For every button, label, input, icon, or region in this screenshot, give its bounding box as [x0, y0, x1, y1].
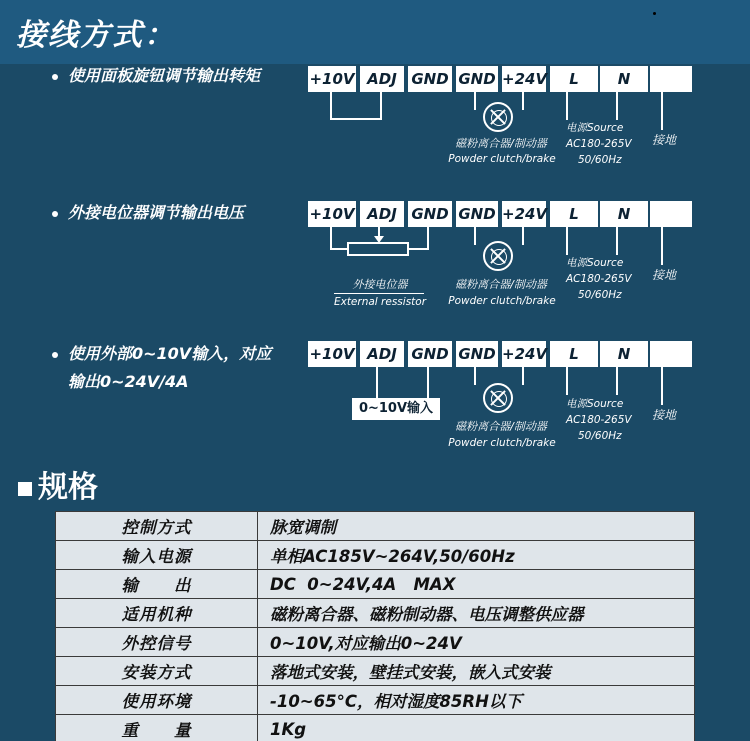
- source-voltage: AC180-265V: [566, 138, 632, 150]
- row-3-label-line2: 输出0~24V/4A: [68, 372, 189, 391]
- spec-value: 单相AC185V~264V,50/60Hz: [258, 541, 695, 570]
- spec-key: 重 量: [56, 715, 258, 741]
- bullet-icon: [52, 352, 58, 358]
- wire: [376, 367, 378, 399]
- terminal-adj: ADJ: [360, 341, 404, 367]
- spec-title: 规格: [18, 462, 98, 506]
- terminal-l: L: [550, 201, 598, 227]
- table-row: [56, 686, 695, 715]
- wire: [474, 92, 476, 110]
- terminal-10v: +10V: [308, 201, 356, 227]
- wire: [330, 92, 332, 120]
- divider: [334, 293, 424, 294]
- source-voltage: AC180-265V: [566, 273, 632, 285]
- terminal-n: N: [600, 341, 648, 367]
- terminal-l: L: [550, 66, 598, 92]
- source-label: 电源Source: [566, 398, 624, 410]
- clutch-icon: [483, 241, 513, 271]
- table-row: [56, 599, 695, 628]
- source-label: 电源Source: [566, 122, 624, 134]
- spec-value: 0~10V,对应输出0~24V: [258, 628, 695, 657]
- spec-value: 1Kg: [258, 715, 695, 741]
- source-frequency: 50/60Hz: [578, 289, 622, 301]
- wire: [566, 92, 568, 120]
- wire: [661, 92, 663, 130]
- clutch-icon: [483, 102, 513, 132]
- terminal-gnd-1: GND: [408, 341, 452, 367]
- spec-key: 输 出: [56, 570, 258, 599]
- spec-value: DC 0~24V,4A MAX: [258, 570, 695, 599]
- spec-key: 输入电源: [56, 541, 258, 570]
- row-2-label: 外接电位器调节输出电压: [52, 199, 244, 227]
- resistor-icon: [347, 242, 409, 256]
- terminal-gnd-2: GND: [456, 341, 498, 367]
- spec-key: 安装方式: [56, 657, 258, 686]
- terminal-10v: +10V: [308, 341, 356, 367]
- table-row: [56, 657, 695, 686]
- terminal-l: L: [550, 341, 598, 367]
- spec-key: 适用机种: [56, 599, 258, 628]
- table-row: [56, 570, 695, 599]
- clutch-label-cn: 磁粉离合器/制动器: [455, 137, 547, 150]
- ground-icon: [652, 72, 672, 90]
- table-row: [56, 715, 695, 741]
- wire: [616, 92, 618, 120]
- wire: [330, 227, 332, 249]
- spec-value: 落地式安装，壁挂式安装，嵌入式安装: [258, 657, 695, 686]
- spec-value: -10~65°C，相对湿度85RH以下: [258, 686, 695, 715]
- terminal-n: N: [600, 201, 648, 227]
- ground-label: 接地: [652, 268, 677, 282]
- wire: [474, 367, 476, 385]
- terminal-gnd-2: GND: [456, 201, 498, 227]
- spec-key: 使用环境: [56, 686, 258, 715]
- source-voltage: AC180-265V: [566, 414, 632, 426]
- clutch-label-en: Powder clutch/brake: [448, 437, 556, 449]
- table-row: [56, 512, 695, 541]
- clutch-label-cn: 磁粉离合器/制动器: [455, 420, 547, 433]
- ground-icon: [652, 347, 672, 365]
- wire: [616, 227, 618, 255]
- table-row: [56, 628, 695, 657]
- source-frequency: 50/60Hz: [578, 430, 622, 442]
- spec-table: [55, 511, 695, 741]
- wire: [427, 367, 429, 399]
- terminal-gnd-2: GND: [456, 66, 498, 92]
- bullet-icon: [52, 211, 58, 217]
- ground-label: 接地: [652, 408, 677, 422]
- input-signal-label: 0~10V输入: [352, 398, 440, 420]
- row-1-label: 使用面板旋钮调节输出转矩: [52, 62, 260, 90]
- terminal-24v: +24V: [502, 66, 546, 92]
- table-row: [56, 541, 695, 570]
- wire: [522, 92, 524, 110]
- clutch-label-en: Powder clutch/brake: [448, 295, 556, 307]
- spec-key: 控制方式: [56, 512, 258, 541]
- wire: [616, 367, 618, 395]
- ground-label: 接地: [652, 133, 677, 147]
- resistor-label-cn: 外接电位器: [352, 278, 408, 291]
- wire: [566, 227, 568, 255]
- wire: [661, 367, 663, 405]
- terminal-10v: +10V: [308, 66, 356, 92]
- wire: [566, 367, 568, 395]
- wire: [522, 367, 524, 385]
- clutch-label-en: Powder clutch/brake: [448, 153, 556, 165]
- row-3-label: 使用外部0~10V输入，对应: [52, 340, 271, 368]
- wire: [427, 227, 429, 249]
- square-bullet-icon: [18, 482, 32, 496]
- terminal-24v: +24V: [502, 201, 546, 227]
- terminal-24v: +24V: [502, 341, 546, 367]
- wire: [330, 118, 382, 120]
- clutch-label-cn: 磁粉离合器/制动器: [455, 278, 547, 291]
- spec-value: 磁粉离合器、磁粉制动器、电压调整供应器: [258, 599, 695, 628]
- terminal-adj: ADJ: [360, 66, 404, 92]
- resistor-label-en: External ressistor: [333, 296, 427, 308]
- page-title: 接线方式：: [16, 18, 176, 53]
- terminal-adj: ADJ: [360, 201, 404, 227]
- terminal-gnd-1: GND: [408, 201, 452, 227]
- ground-icon: [652, 207, 672, 225]
- spec-value: 脉宽调制: [258, 512, 695, 541]
- bullet-icon: [52, 74, 58, 80]
- wire: [522, 227, 524, 245]
- wire: [380, 92, 382, 120]
- wire: [474, 227, 476, 245]
- source-frequency: 50/60Hz: [578, 154, 622, 166]
- wire: [330, 248, 348, 250]
- wire: [408, 248, 429, 250]
- clutch-icon: [483, 383, 513, 413]
- dot-mark: [653, 12, 656, 15]
- terminal-gnd-1: GND: [408, 66, 452, 92]
- spec-key: 外控信号: [56, 628, 258, 657]
- wire: [661, 227, 663, 265]
- terminal-n: N: [600, 66, 648, 92]
- source-label: 电源Source: [566, 257, 624, 269]
